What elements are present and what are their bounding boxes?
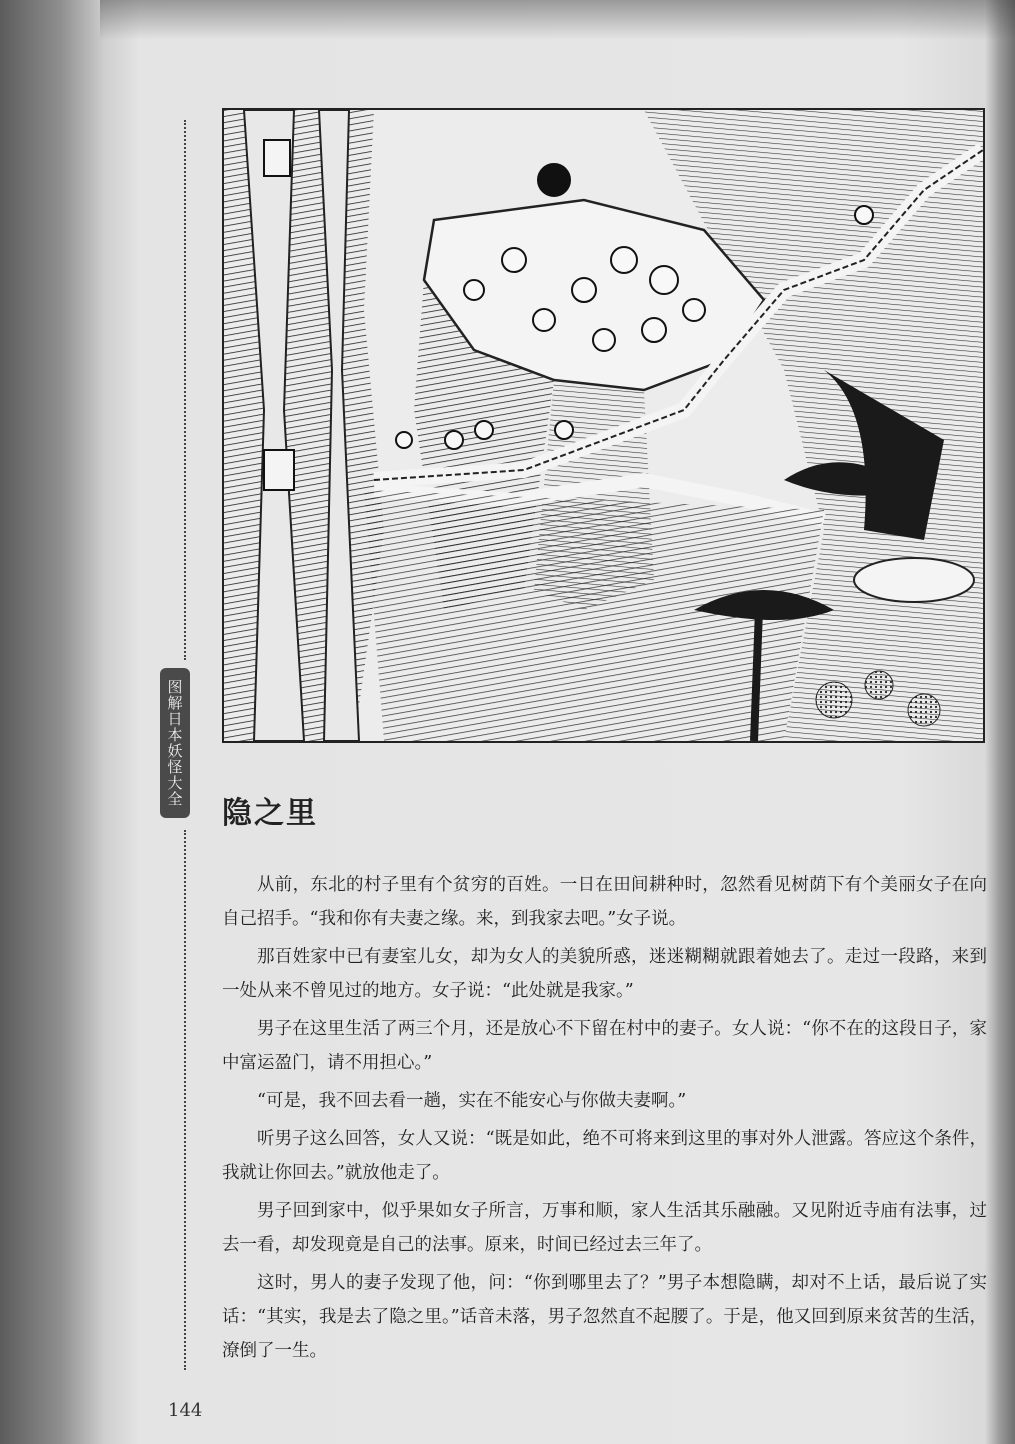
dotted-margin-rule-top bbox=[184, 120, 186, 660]
dotted-margin-rule-bottom bbox=[184, 830, 186, 1370]
paragraph: 那百姓家中已有妻室儿女，却为女人的美貌所惑，迷迷糊糊就跟着她去了。走过一段路，来到一处从来不曾见过的地方。女子说：“此处就是我家。” bbox=[222, 947, 987, 1001]
paragraph: 听男子这么回答，女人又说：“既是如此，绝不可将来到这里的事对外人泄露。答应这个条件，我就让你回去。”就放他走了。 bbox=[222, 1129, 987, 1183]
paragraph: 男子在这里生活了两三个月，还是放心不下留在村中的妻子。女人说：“你不在的这段日子，家中富运盈门，请不用担心。” bbox=[222, 1019, 987, 1073]
paragraph: 这时，男人的妻子发现了他，问：“你到哪里去了？”男子本想隐瞒，却对不上话，最后说了实话：“其实，我是去了隐之里。”话音未落，男子忽然直不起腰了。于是，他又回到原来贫苦的生活，潦倒了一生。 bbox=[222, 1273, 987, 1361]
chapter-side-tab bbox=[160, 668, 190, 818]
article-title: 隐之里 bbox=[222, 796, 318, 831]
ink-illustration bbox=[222, 108, 985, 743]
article-body bbox=[222, 868, 987, 1372]
side-tab-label: 图解日本妖怪大全 bbox=[165, 679, 184, 807]
paragraph: 从前，东北的村子里有个贫穷的百姓。一日在田间耕种时，忽然看见树荫下有个美丽女子在向自己招手。“我和你有夫妻之缘。来，到我家去吧。”女子说。 bbox=[222, 875, 987, 929]
paragraph: 男子回到家中，似乎果如女子所言，万事和顺，家人生活其乐融融。又见附近寺庙有法事，过去一看，却发现竟是自己的法事。原来，时间已经过去三年了。 bbox=[222, 1201, 987, 1255]
cliff-illustration-art bbox=[224, 110, 983, 741]
paragraph: “可是，我不回去看一趟，实在不能安心与你做夫妻啊。” bbox=[257, 1091, 687, 1111]
page-shadow bbox=[100, 0, 1015, 40]
page-number: 144 bbox=[168, 1400, 203, 1421]
